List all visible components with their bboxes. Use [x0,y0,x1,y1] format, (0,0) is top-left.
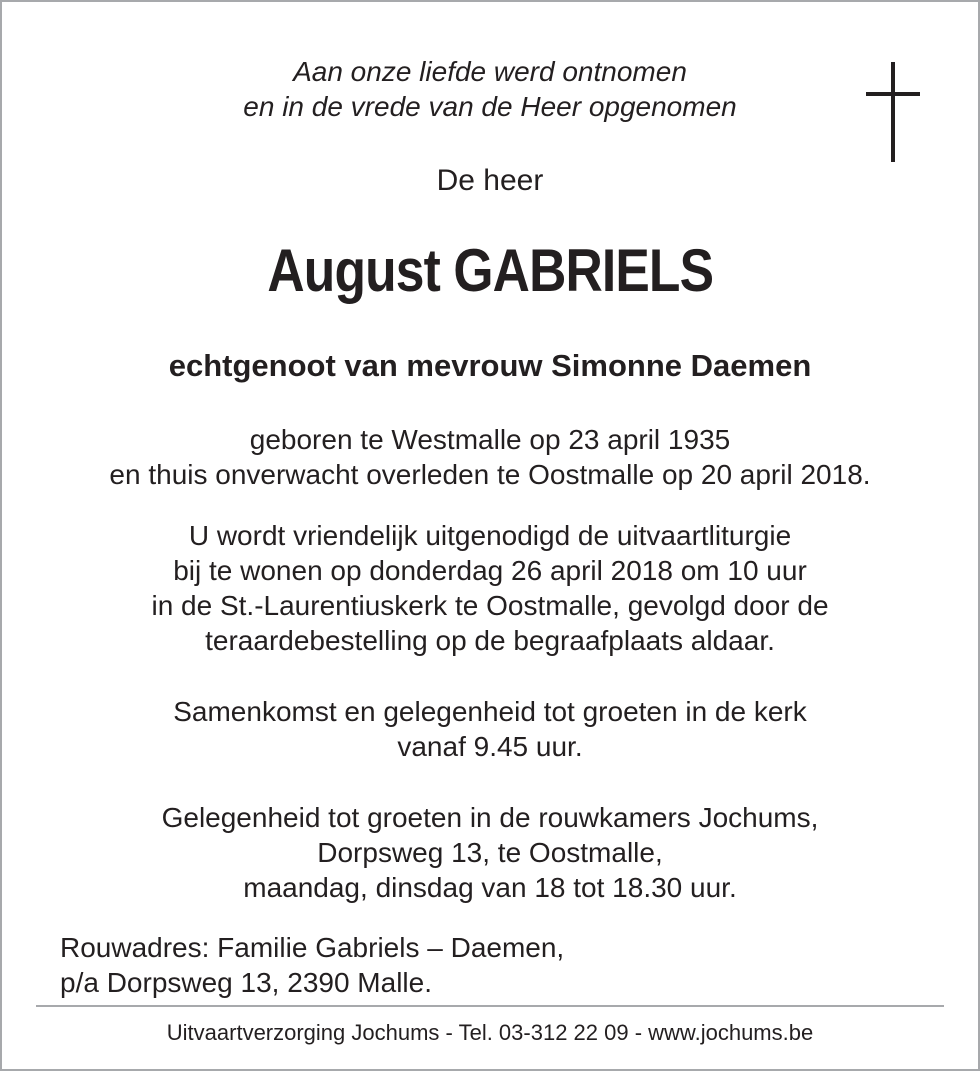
ceremony-line-4: teraardebestelling op de begraafplaats aldaar. [205,625,775,656]
visiting-line-3: maandag, dinsdag van 18 tot 18.30 uur. [243,872,737,903]
visiting-line-1: Gelegenheid tot groeten in de rouwkamers Jochums, [161,802,819,833]
spouse-line: echtgenoot van mevrouw Simonne Daemen [168,348,812,383]
ceremony-line-3: in de St.-Laurentiuskerk te Oostmalle, gevolgd door de [151,590,829,621]
gathering-line-2: vanaf 9.45 uur. [397,731,583,762]
intro-line-2: en in de vrede van de Heer opgenomen [243,91,737,122]
ceremony-line-2: bij te wonen op donderdag 26 april 2018 om 10 uur [173,555,807,586]
intro-line-1: Aan onze liefde werd ontnomen [293,56,687,87]
visiting-line-2: Dorpsweg 13, te Oostmalle, [317,837,663,868]
address-line-1: Rouwadres: Familie Gabriels – Daemen, [60,932,565,963]
footer-divider [36,1005,944,1007]
gathering-info [2,694,978,764]
visiting-info [2,800,978,905]
birth-death-dates [2,422,978,492]
ceremony-line-1: U wordt vriendelijk uitgenodigd de uitvaartliturgie [188,520,792,551]
ceremony-invitation [2,518,978,658]
dates-line-2: en thuis onverwacht overleden te Oostmalle op 20 april 2018. [109,459,871,490]
gathering-line-1: Samenkomst en gelegenheid tot groeten in de kerk [173,696,807,727]
funeral-home-footer: Uitvaartverzorging Jochums - Tel. 03-312 22 09 - www.jochums.be [166,1020,814,1045]
address-line-2: p/a Dorpsweg 13, 2390 Malle. [60,967,432,998]
deceased-name: August GABRIELS [267,237,714,304]
intro-verse [2,54,978,124]
dates-line-1: geboren te Westmalle op 23 april 1935 [249,424,731,455]
salutation: De heer [436,164,544,197]
mourning-address [60,930,564,1000]
